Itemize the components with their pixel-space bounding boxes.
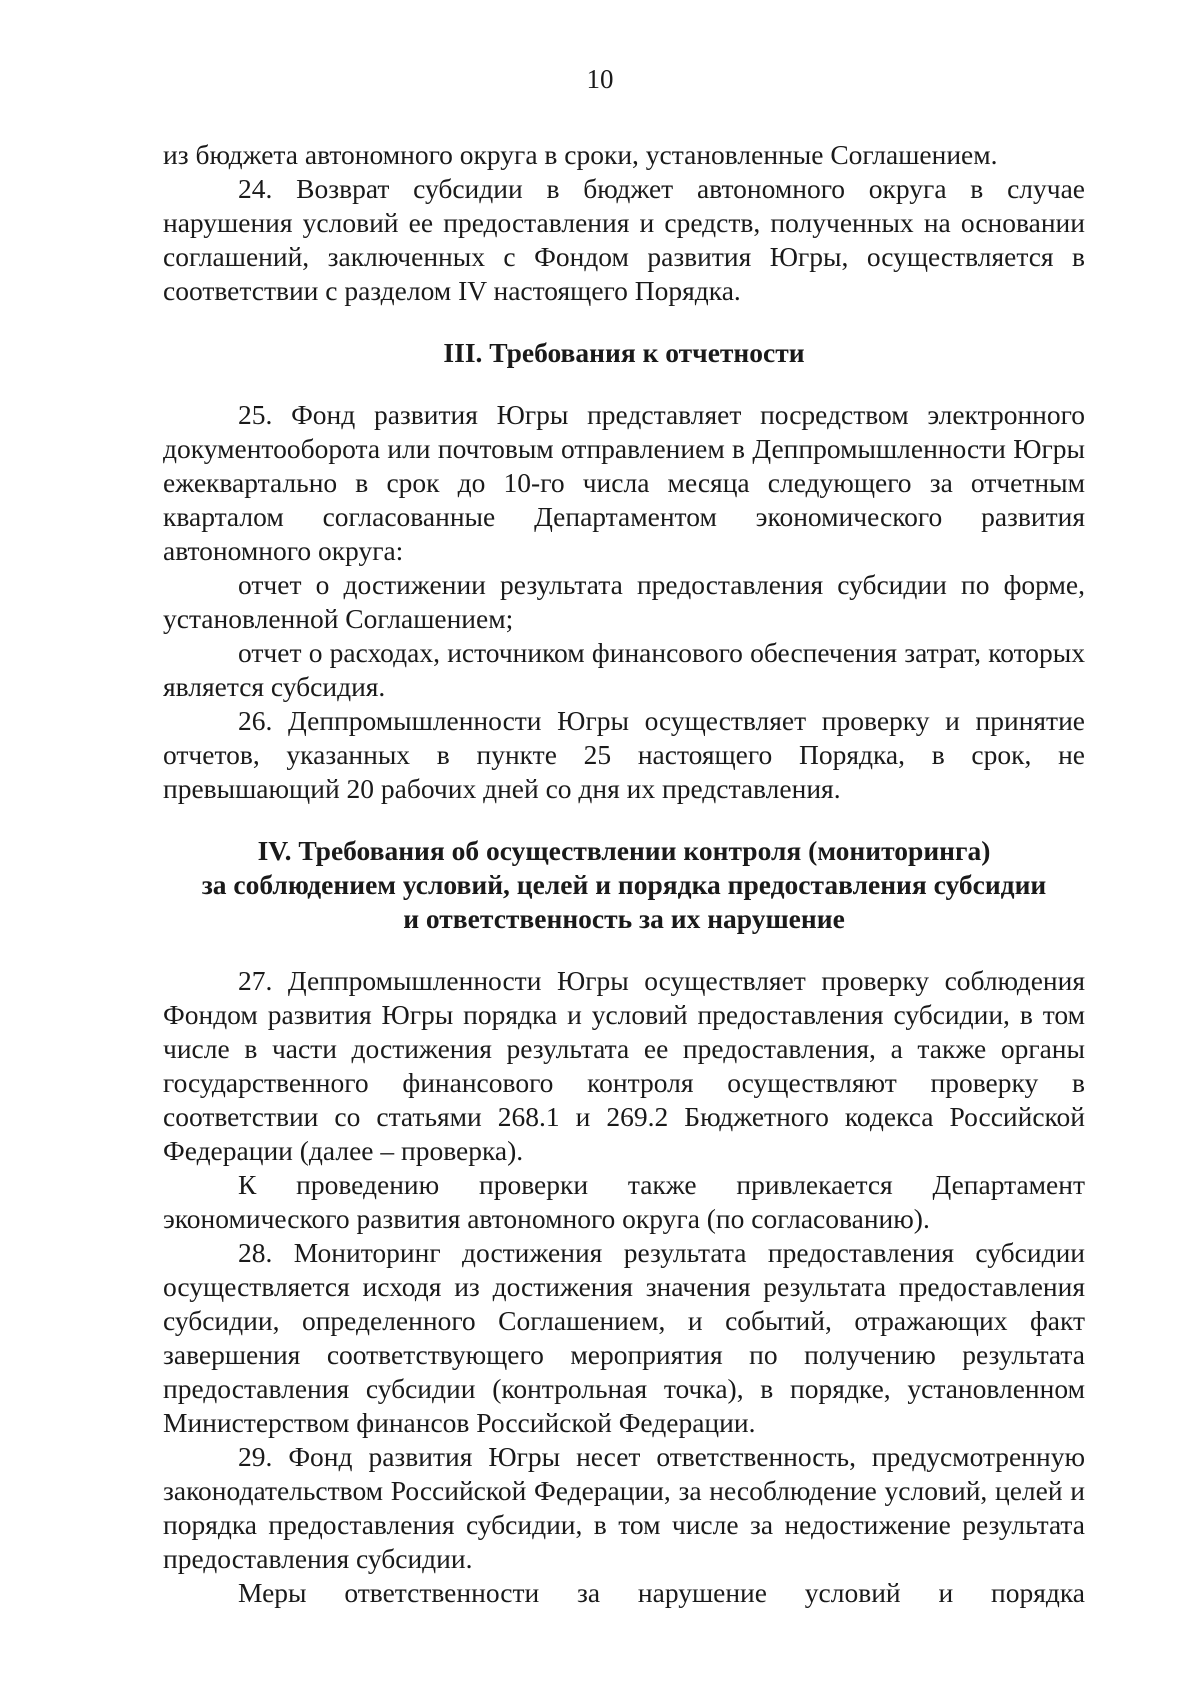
paragraph-29: 29. Фонд развития Югры несет ответственность, предусмотренную законодательством Российской Федерации, за несоблюдение условий, целей и порядка предоставления субсидии, в том числе за недостижение результата предоставления субсидии.	[163, 1441, 1085, 1574]
paragraph-26: 26. Деппромышленности Югры осуществляет проверку и принятие отчетов, указанных в пункте 25 настоящего Порядка, в срок, не превышающий 20 рабочих дней со дня их представления.	[163, 705, 1085, 804]
paragraph-25-report-2: отчет о расходах, источником финансового обеспечения затрат, которых является субсидия.	[163, 637, 1085, 702]
paragraph-27-addendum: К проведению проверки также привлекается Департамент экономического развития автономного округа (по согласованию).	[163, 1169, 1085, 1234]
section-heading-iv-line-2: за соблюдением условий, целей и порядка предоставления субсидии	[201, 869, 1047, 900]
section-heading-iii	[163, 336, 1085, 370]
page-number: 10	[586, 64, 614, 94]
paragraph-24: 24. Возврат субсидии в бюджет автономного округа в случае нарушения условий ее предоставления и средств, полученных на основании соглашений, заключенных с Фондом развития Югры, осуществляется в соответствии с разделом IV настоящего Порядка.	[163, 173, 1085, 306]
paragraph-25-report-1: отчет о достижении результата предоставления субсидии по форме, установленной Соглашением;	[163, 569, 1085, 634]
paragraph-27: 27. Деппромышленности Югры осуществляет проверку соблюдения Фондом развития Югры порядка и условий предоставления субсидии, в том числе в части достижения результата ее предоставления, а также органы государственного финансового контроля осуществляют проверку в соответствии со статьями 268.1 и 269.2 Бюджетного кодекса Российской Федерации (далее – проверка).	[163, 965, 1085, 1166]
section-heading-iv-line-1: IV. Требования об осуществлении контроля (мониторинга)	[257, 835, 991, 866]
section-heading-iv	[163, 834, 1085, 936]
section-heading-iii-line: III. Требования к отчетности	[443, 337, 805, 368]
paragraph-28: 28. Мониторинг достижения результата предоставления субсидии осуществляется исходя из достижения значения результата предоставления субсидии, определенного Соглашением, и событий, отражающих факт завершения соответствующего мероприятия по получению результата предоставления субсидии (контрольная точка), в порядке, установленном Министерством финансов Российской Федерации.	[163, 1237, 1085, 1438]
paragraph-25: 25. Фонд развития Югры представляет посредством электронного документооборота или почтовым отправлением в Деппромышленности Югры ежеквартально в срок до 10-го числа месяца следующего за отчетным кварталом согласованные Департаментом экономического развития автономного округа:	[163, 399, 1085, 566]
paragraph-29-continued: Меры ответственности за нарушение условий и порядка	[238, 1577, 1085, 1608]
section-heading-iv-line-3: и ответственность за их нарушение	[403, 903, 845, 934]
document-body	[163, 138, 1085, 1610]
paragraph-23-continuation: из бюджета автономного округа в сроки, установленные Соглашением.	[163, 139, 998, 170]
